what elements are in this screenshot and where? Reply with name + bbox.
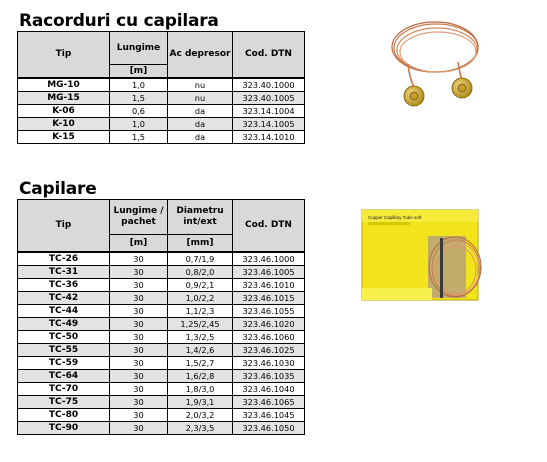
- cell-tip: TC-26: [18, 252, 110, 266]
- cell-tip: K-06: [18, 105, 110, 118]
- cell-cod: 323.46.1065: [233, 396, 305, 409]
- cell-tip: TC-50: [18, 331, 110, 344]
- cell-cod: 323.46.1015: [233, 292, 305, 305]
- cell-tip: TC-31: [18, 266, 110, 279]
- cell-tip: TC-64: [18, 370, 110, 383]
- cell-lungime: 30: [110, 422, 168, 435]
- cell-diametru: 1,25/2,45: [168, 318, 233, 331]
- cell-cod: 323.46.1045: [233, 409, 305, 422]
- cell-tip: TC-70: [18, 383, 110, 396]
- cell-lungime: 1,5: [110, 131, 168, 144]
- cell-cod: 323.46.1025: [233, 344, 305, 357]
- cell-cod: 323.14.1005: [233, 118, 305, 131]
- cell-diametru: 1,9/3,1: [168, 396, 233, 409]
- header-diametru: Diametru int/ext: [168, 200, 233, 235]
- table-row: [18, 357, 305, 370]
- cell-ac: da: [168, 131, 233, 144]
- cell-diametru: 1,5/2,7: [168, 357, 233, 370]
- table-racorduri: [17, 31, 305, 144]
- table-row: [18, 279, 305, 292]
- header-cod-dtn: Cod. DTN: [233, 32, 305, 79]
- cell-diametru: 2,3/3,5: [168, 422, 233, 435]
- cell-cod: 323.46.1055: [233, 305, 305, 318]
- cell-tip: TC-49: [18, 318, 110, 331]
- header-lungime: Lungime: [110, 32, 168, 65]
- table-row: [18, 105, 305, 118]
- cell-cod: 323.46.1050: [233, 422, 305, 435]
- cell-lungime: 30: [110, 318, 168, 331]
- table-row: [18, 396, 305, 409]
- header-ac-depresor: Ac depresor: [168, 32, 233, 79]
- table-row: [18, 78, 305, 92]
- cell-ac: nu: [168, 92, 233, 105]
- cell-tip: TC-75: [18, 396, 110, 409]
- cell-tip: TC-36: [18, 279, 110, 292]
- header-unit-m: [m]: [110, 65, 168, 79]
- cell-cod: 323.14.1010: [233, 131, 305, 144]
- cell-lungime: 30: [110, 409, 168, 422]
- cell-lungime: 30: [110, 396, 168, 409]
- table-row: [18, 266, 305, 279]
- cell-diametru: 1,3/2,5: [168, 331, 233, 344]
- header-tip: Tip: [18, 200, 110, 253]
- cell-lungime: 30: [110, 331, 168, 344]
- header-unit-mm: [mm]: [168, 235, 233, 253]
- cell-cod: 323.46.1020: [233, 318, 305, 331]
- cell-lungime: 30: [110, 357, 168, 370]
- cell-cod: 323.40.1000: [233, 78, 305, 92]
- table-row: [18, 383, 305, 396]
- cell-cod: 323.46.1030: [233, 357, 305, 370]
- cell-cod: 323.46.1000: [233, 252, 305, 266]
- cell-tip: MG-10: [18, 78, 110, 92]
- cell-cod: 323.46.1060: [233, 331, 305, 344]
- cell-lungime: 1,5: [110, 92, 168, 105]
- table-row: [18, 131, 305, 144]
- cell-lungime: 1,0: [110, 78, 168, 92]
- cell-diametru: 1,0/2,2: [168, 292, 233, 305]
- table-capilare: [17, 199, 305, 435]
- header-tip: Tip: [18, 32, 110, 79]
- cell-lungime: 0,6: [110, 105, 168, 118]
- cell-tip: K-10: [18, 118, 110, 131]
- cell-tip: TC-90: [18, 422, 110, 435]
- header-cod-dtn: Cod. DTN: [233, 200, 305, 253]
- cell-diametru: 1,4/2,6: [168, 344, 233, 357]
- cell-diametru: 1,1/2,3: [168, 305, 233, 318]
- cell-cod: 323.14.1004: [233, 105, 305, 118]
- cell-tip: TC-44: [18, 305, 110, 318]
- table-row: [18, 370, 305, 383]
- cell-diametru: 1,6/2,8: [168, 370, 233, 383]
- header-unit-m: [m]: [110, 235, 168, 253]
- table-row: [18, 252, 305, 266]
- cell-diametru: 0,8/2,0: [168, 266, 233, 279]
- cell-diametru: 0,7/1,9: [168, 252, 233, 266]
- cell-tip: TC-59: [18, 357, 110, 370]
- cell-tip: TC-80: [18, 409, 110, 422]
- table-row: [18, 118, 305, 131]
- cell-tip: TC-55: [18, 344, 110, 357]
- cell-lungime: 30: [110, 266, 168, 279]
- cell-lungime: 30: [110, 279, 168, 292]
- cell-lungime: 30: [110, 252, 168, 266]
- capillary-fitting-photo: [378, 12, 498, 108]
- cell-lungime: 1,0: [110, 118, 168, 131]
- cell-lungime: 30: [110, 370, 168, 383]
- cell-diametru: 2,0/3,2: [168, 409, 233, 422]
- cell-ac: da: [168, 105, 233, 118]
- cell-tip: K-15: [18, 131, 110, 144]
- cell-cod: 323.46.1005: [233, 266, 305, 279]
- cell-cod: 323.46.1010: [233, 279, 305, 292]
- table-row: [18, 344, 305, 357]
- cell-tip: MG-15: [18, 92, 110, 105]
- cell-tip: TC-42: [18, 292, 110, 305]
- box-label: Copper Capillary Tube soft: [368, 215, 422, 220]
- section-title-racorduri: Racorduri cu capilara: [19, 11, 219, 31]
- cell-diametru: 1,8/3,0: [168, 383, 233, 396]
- cell-ac: nu: [168, 78, 233, 92]
- cell-lungime: 30: [110, 292, 168, 305]
- capillary-box-photo: [356, 208, 486, 304]
- cell-lungime: 30: [110, 383, 168, 396]
- cell-lungime: 30: [110, 344, 168, 357]
- table-row: [18, 409, 305, 422]
- header-lungime-pachet: Lungime / pachet: [110, 200, 168, 235]
- cell-cod: 323.46.1040: [233, 383, 305, 396]
- section-title-capilare: Capilare: [19, 179, 97, 199]
- cell-lungime: 30: [110, 305, 168, 318]
- table-row: [18, 331, 305, 344]
- table-row: [18, 92, 305, 105]
- cell-cod: 323.40.1005: [233, 92, 305, 105]
- table-row: [18, 305, 305, 318]
- cell-diametru: 0,9/2,1: [168, 279, 233, 292]
- cell-cod: 323.46.1035: [233, 370, 305, 383]
- table-row: [18, 318, 305, 331]
- table-row: [18, 422, 305, 435]
- table-row: [18, 292, 305, 305]
- cell-ac: da: [168, 118, 233, 131]
